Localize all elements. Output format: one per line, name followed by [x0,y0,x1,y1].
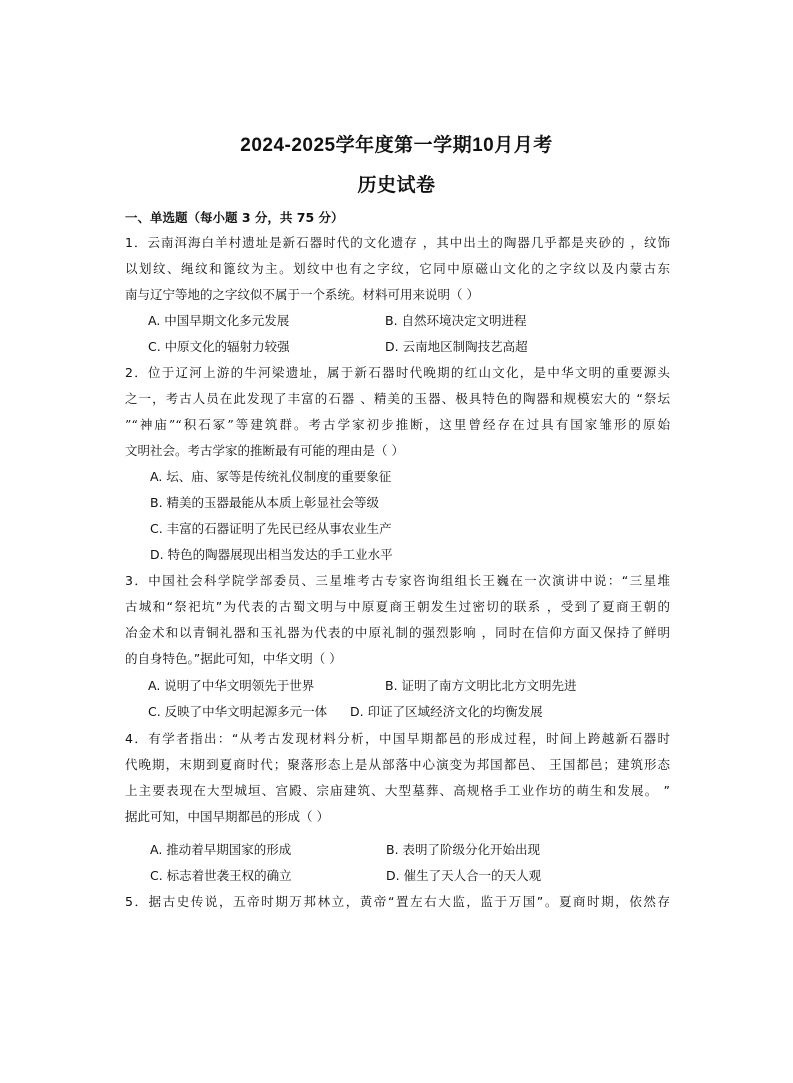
option-d[interactable]: D. 云南地区制陶技艺高超 [385,339,528,354]
option-b[interactable]: B. 表明了阶级分化开始出现 [386,842,541,857]
option-c[interactable]: C. 中原文化的辐射力较强 [148,339,290,354]
option-a[interactable]: A. 坛、庙、冢等是传统礼仪制度的重要象征 [150,469,392,484]
option-c[interactable]: C. 反映了中华文明起源多元一体 [148,704,328,719]
option-b[interactable]: B. 自然环境决定文明进程 [385,313,527,328]
section-heading: 一、单选题（每小题 3 分，共 75 分） [125,210,344,225]
option-b[interactable]: B. 证明了南方文明比北方文明先进 [385,678,577,693]
option-a[interactable]: A. 中国早期文化多元发展 [148,313,290,328]
question-text-line: 2．位于辽河上游的牛河梁遗址，属于新石器时代晚期的红山文化，是中华文明的重要源头 [125,365,670,380]
question-text-line: 5．据古史传说，五帝时期万邦林立，黄帝“置左右大监，监于万国”。夏商时期，依然存 [125,894,670,909]
question-text-line: 代晚期，末期到夏商时代；聚落形态上是从部落中心演变为邦国都邑、 王国都邑；建筑形态 [125,757,670,772]
question-text-line: 古城和“祭祀坑”为代表的古蜀文明与中原夏商王朝发生过密切的联系 ，受到了夏商王朝的 [125,599,670,614]
option-c[interactable]: C. 丰富的石器证明了先民已经从事农业生产 [150,521,392,536]
question-text-line: 3．中国社会科学院学部委员、三星堆考古专家咨询组组长王巍在一次演讲中说：“三星堆 [125,573,670,588]
question-text-line: 之一，考古人员在此发现了丰富的石器 、精美的玉器、极具特色的陶器和规模宏大的 “祭坛 [125,391,670,406]
option-c[interactable]: C. 标志着世袭王权的确立 [150,868,292,883]
option-d[interactable]: D. 特色的陶器展现出相当发达的手工业水平 [150,547,393,562]
option-a[interactable]: A. 推动着早期国家的形成 [150,842,292,857]
question-text-line: ”“神庙”“积石冢”等建筑群。考古学家初步推断，这里曾经存在过具有国家雏形的原始 [125,417,670,432]
question-text-line: 上主要表现在大型城垣、宫殿、宗庙建筑、大型墓葬、高规格手工业作坊的萌生和发展。 ” [125,783,670,798]
question-text-line: 以划纹、绳纹和篦纹为主。划纹中也有之字纹，它同中原磁山文化的之字纹以及内蒙古东 [125,261,670,276]
option-b[interactable]: B. 精美的玉器最能从本质上彰显社会等级 [150,495,380,510]
question-text-line: 冶金术和以青铜礼器和玉礼器为代表的中原礼制的强烈影响 ，同时在信仰方面又保持了鲜明 [125,625,670,640]
question-text-line: 据此可知，中国早期都邑的形成（ ） [125,809,329,824]
question-text-line: 文明社会。考古学家的推断最有可能的理由是（ ） [125,443,404,458]
option-d[interactable]: D. 印证了区域经济文化的均衡发展 [350,704,543,719]
question-text-line: 南与辽宁等地的之字纹似不属于一个系统。材料可用来说明（ ） [125,287,479,302]
question-text-line: 4．有学者指出：“从考古发现材料分析，中国早期都邑的形成过程，时间上跨越新石器时 [125,731,670,746]
question-text-line: 1．云南洱海白羊村遗址是新石器时代的文化遗存 ，其中出土的陶器几乎都是夹砂的 ，纹饰 [125,235,670,250]
option-a[interactable]: A. 说明了中华文明领先于世界 [148,678,315,693]
exam-title: 2024-2025学年度第一学期10月月考 [240,135,553,156]
exam-subject: 历史试卷 [357,175,436,196]
question-text-line: 的自身特色。”据此可知，中华文明（ ） [125,651,342,666]
option-d[interactable]: D. 催生了天人合一的天人观 [386,868,542,883]
